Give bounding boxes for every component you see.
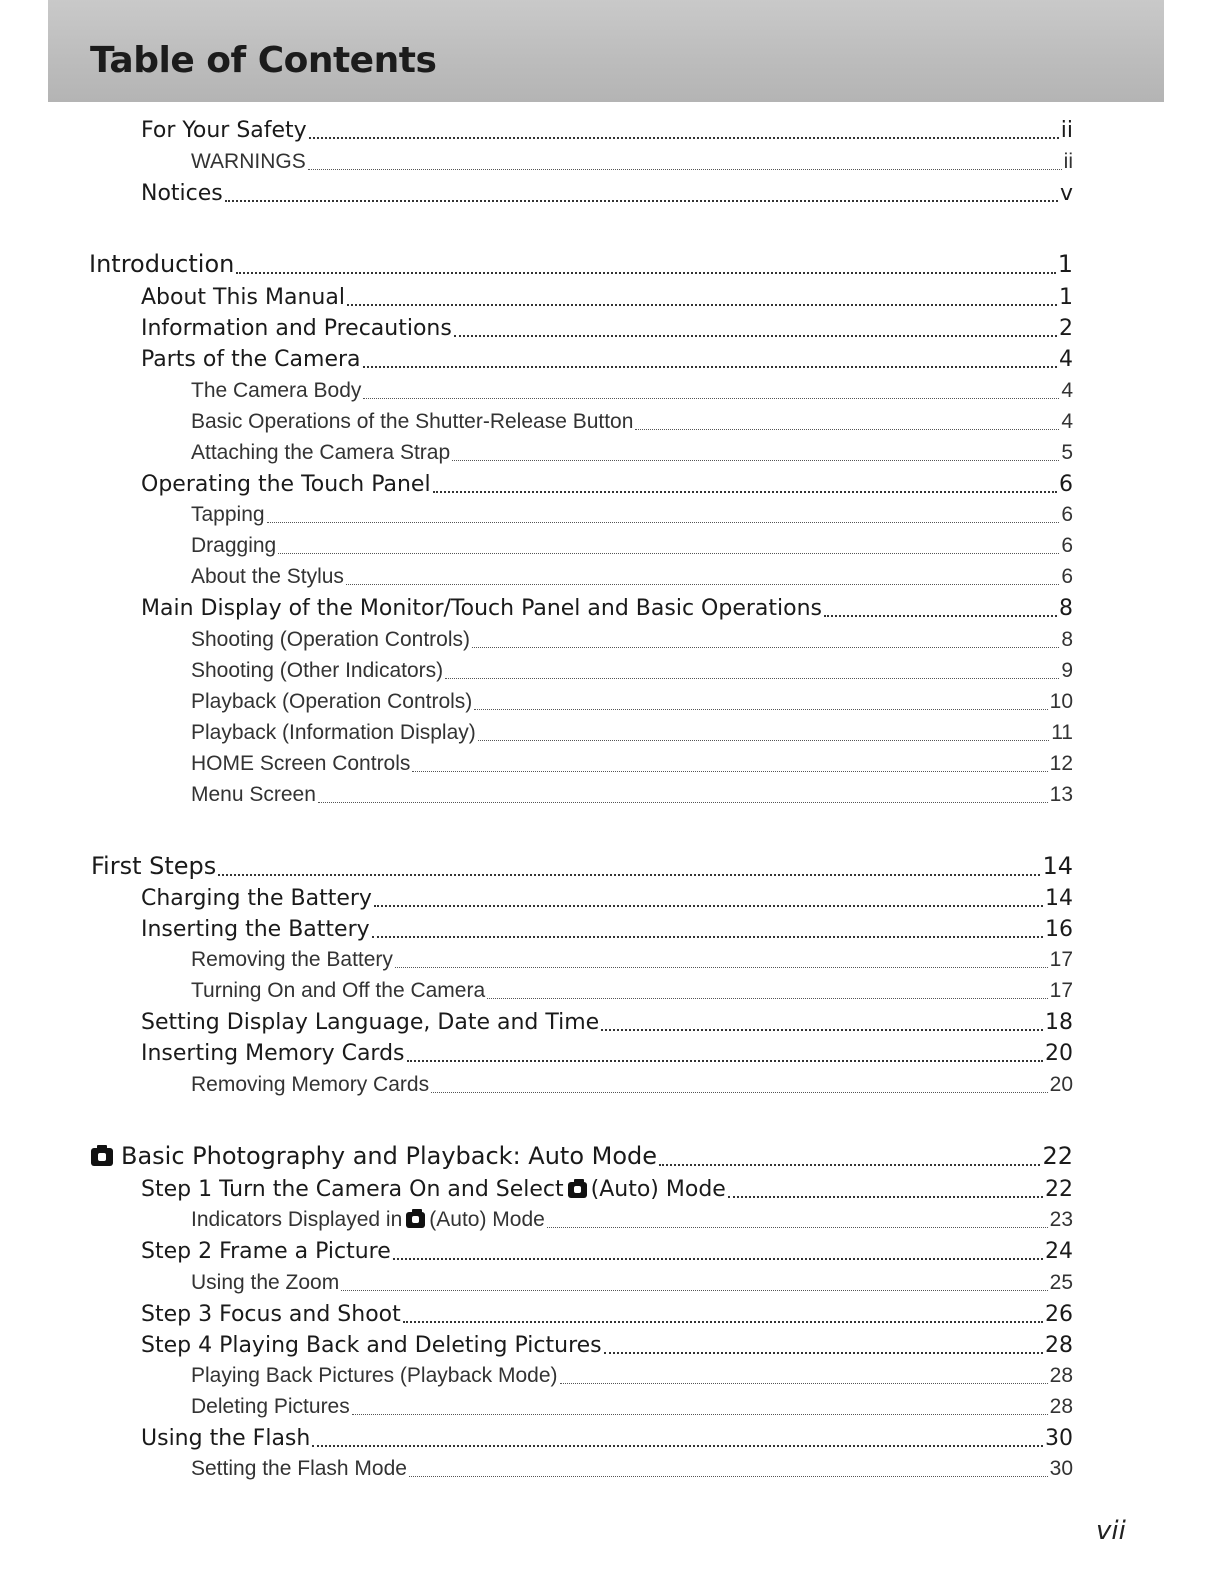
toc-section-title: First Steps: [91, 852, 217, 880]
toc-entry-title: Parts of the Camera: [141, 347, 361, 372]
toc-entry-page: 17: [1049, 979, 1073, 1002]
toc-entry-title: Charging the Battery: [141, 886, 372, 911]
toc-entry[interactable]: [191, 1457, 1073, 1481]
toc-entry-page: 12: [1049, 752, 1073, 775]
leader-dots: [312, 1445, 1043, 1447]
toc-entry[interactable]: [141, 596, 1073, 621]
toc-entry-title: Basic Operations of the Shutter-Release Button: [191, 410, 634, 433]
toc-entry[interactable]: [191, 150, 1073, 174]
toc-entry-page: 4: [1061, 379, 1073, 402]
toc-entry-page: 26: [1045, 1302, 1073, 1327]
toc-entry[interactable]: [141, 886, 1073, 911]
toc-entry-title-before: Step 1 Turn the Camera On and Select: [141, 1177, 564, 1202]
toc-entry-title: [191, 1208, 545, 1232]
toc-entry-page: 17: [1049, 948, 1073, 971]
toc-entry[interactable]: [191, 441, 1073, 465]
camera-icon: [568, 1182, 587, 1198]
leader-dots: [412, 771, 1047, 772]
leader-dots: [604, 1352, 1043, 1354]
leader-dots: [560, 1383, 1048, 1384]
toc-entry-title: Dragging: [191, 534, 277, 557]
toc-section-title: Introduction: [89, 250, 235, 278]
leader-dots: [278, 553, 1059, 554]
toc-entry-title: The Camera Body: [191, 379, 362, 402]
toc-entry-page: 20: [1045, 1041, 1073, 1066]
leader-dots: [403, 1321, 1043, 1323]
toc-entry-title: WARNINGS: [191, 150, 306, 173]
toc-entry-title: For Your Safety: [141, 118, 307, 143]
leader-dots: [487, 998, 1047, 999]
toc-entry[interactable]: [191, 752, 1073, 776]
toc-entry[interactable]: [191, 979, 1073, 1003]
toc-entry-page: 14: [1042, 852, 1073, 880]
toc-entry[interactable]: [191, 534, 1073, 558]
toc-entry-page: ii: [1060, 118, 1073, 143]
toc-entry-page: 30: [1045, 1426, 1073, 1451]
toc-entry[interactable]: [141, 118, 1073, 143]
toc-entry-title: Deleting Pictures: [191, 1395, 350, 1418]
toc-entry[interactable]: [191, 948, 1073, 972]
toc-entry[interactable]: [141, 1239, 1073, 1264]
toc-entry[interactable]: [141, 917, 1073, 942]
toc-section[interactable]: [91, 852, 1073, 880]
toc-entry-page: 20: [1049, 1073, 1073, 1096]
toc-entry-page: v: [1059, 181, 1073, 206]
toc-entry-page: 22: [1042, 1142, 1073, 1170]
toc-entry-title: Notices: [141, 181, 223, 206]
leader-dots: [407, 1060, 1043, 1062]
toc-entry-page: 16: [1045, 917, 1073, 942]
leader-dots: [472, 647, 1059, 648]
toc-entry[interactable]: [191, 659, 1073, 683]
toc-entry-title: HOME Screen Controls: [191, 752, 411, 775]
toc-entry-page: 23: [1049, 1208, 1073, 1231]
toc-entry-title: About This Manual: [141, 285, 345, 310]
leader-dots: [225, 200, 1058, 202]
toc-entry-title: Main Display of the Monitor/Touch Panel and Basic Operations: [141, 596, 822, 621]
toc-entry-title: Removing the Battery: [191, 948, 393, 971]
toc-entry[interactable]: [191, 1364, 1073, 1388]
toc-entry-title: Menu Screen: [191, 783, 316, 806]
toc-entry-page: 8: [1059, 596, 1073, 621]
toc-entry-title: Setting Display Language, Date and Time: [141, 1010, 600, 1035]
leader-dots: [218, 874, 1040, 876]
leader-dots: [346, 584, 1059, 585]
leader-dots: [309, 137, 1059, 139]
leader-dots: [728, 1196, 1043, 1198]
leader-dots: [478, 740, 1049, 741]
toc-entry[interactable]: [141, 347, 1073, 372]
toc-entry-title: Step 3 Focus and Shoot: [141, 1302, 401, 1327]
toc-entry-page: 10: [1049, 690, 1073, 713]
camera-icon: [406, 1212, 425, 1228]
toc-entry-page: 4: [1059, 347, 1073, 372]
leader-dots: [659, 1164, 1040, 1166]
leader-dots: [601, 1029, 1043, 1031]
toc-entry-page: 11: [1051, 721, 1073, 744]
page-number: vii: [1096, 1516, 1126, 1546]
toc-entry-page: 8: [1061, 628, 1073, 651]
camera-icon: [91, 1148, 113, 1166]
toc-entry-page: ii: [1063, 150, 1073, 173]
leader-dots: [547, 1227, 1048, 1228]
toc-entry[interactable]: [141, 1426, 1073, 1451]
toc-entry-title: Tapping: [191, 503, 265, 526]
toc-entry[interactable]: [141, 316, 1073, 341]
leader-dots: [374, 905, 1043, 907]
toc-entry[interactable]: [191, 628, 1073, 652]
toc-entry[interactable]: [191, 1271, 1073, 1295]
toc-entry-title: Playback (Operation Controls): [191, 690, 473, 713]
leader-dots: [445, 678, 1059, 679]
toc-entry-page: 22: [1045, 1177, 1073, 1202]
toc-entry-page: 2: [1059, 316, 1073, 341]
toc-entry-page: 9: [1061, 659, 1073, 682]
toc-section[interactable]: [91, 1142, 1073, 1170]
toc-entry-page: 13: [1049, 783, 1073, 806]
toc-entry-title: Operating the Touch Panel: [141, 472, 431, 497]
toc-entry-title: Step 4 Playing Back and Deleting Pictures: [141, 1333, 602, 1358]
leader-dots: [824, 615, 1057, 617]
toc-entry-title-after: (Auto) Mode: [590, 1177, 726, 1202]
leader-dots: [452, 460, 1059, 461]
toc-entry[interactable]: [191, 721, 1073, 745]
toc-entry-page: 28: [1049, 1364, 1073, 1387]
toc-entry-title: Turning On and Off the Camera: [191, 979, 486, 1002]
toc-entry-page: 25: [1049, 1271, 1073, 1294]
leader-dots: [318, 802, 1048, 803]
toc-entry-page: 18: [1045, 1010, 1073, 1035]
toc-entry-page: 1: [1057, 250, 1073, 278]
toc-entry-title: Removing Memory Cards: [191, 1073, 430, 1096]
toc-entry-title: Inserting Memory Cards: [141, 1041, 405, 1066]
leader-dots: [454, 335, 1057, 337]
toc-entry[interactable]: [141, 285, 1073, 310]
toc-entry-page: 6: [1061, 565, 1073, 588]
leader-dots: [372, 936, 1043, 938]
toc-entry-page: 5: [1061, 441, 1073, 464]
toc-entry-page: 30: [1049, 1457, 1073, 1480]
toc-entry[interactable]: [141, 472, 1073, 497]
toc-entry[interactable]: [191, 1073, 1073, 1097]
toc-entry-page: 1: [1059, 285, 1073, 310]
toc-entry[interactable]: [191, 690, 1073, 714]
toc-entry[interactable]: [191, 410, 1073, 434]
toc-entry-page: 14: [1045, 886, 1073, 911]
toc-section-title: [91, 1142, 657, 1170]
leader-dots: [393, 1258, 1043, 1260]
leader-dots: [347, 304, 1057, 306]
toc-section[interactable]: [89, 250, 1073, 278]
leader-dots: [308, 169, 1062, 170]
toc-entry[interactable]: [191, 379, 1073, 403]
toc-entry-title: Setting the Flash Mode: [191, 1457, 407, 1480]
toc-entry-page: 28: [1045, 1333, 1073, 1358]
leader-dots: [431, 1092, 1048, 1093]
leader-dots: [363, 398, 1059, 399]
toc-entry[interactable]: [141, 181, 1073, 206]
leader-dots: [635, 429, 1059, 430]
toc-entry-title: Attaching the Camera Strap: [191, 441, 451, 464]
toc-entry[interactable]: [141, 1041, 1073, 1066]
toc-section-label: Basic Photography and Playback: Auto Mode: [121, 1142, 658, 1170]
leader-dots: [341, 1290, 1047, 1291]
toc-entry-page: 6: [1061, 503, 1073, 526]
toc-entry[interactable]: [141, 1302, 1073, 1327]
toc-entry-page: 24: [1045, 1239, 1073, 1264]
toc-entry-title-after: (Auto) Mode: [429, 1208, 545, 1231]
toc-entry-page: 6: [1059, 472, 1073, 497]
toc-entry-page: 6: [1061, 534, 1073, 557]
toc-entry-title: [141, 1177, 726, 1202]
toc-entry[interactable]: [191, 503, 1073, 527]
toc-entry-page: 4: [1061, 410, 1073, 433]
leader-dots: [363, 366, 1057, 368]
toc-entry-title: Inserting the Battery: [141, 917, 370, 942]
toc-entry-title: Shooting (Other Indicators): [191, 659, 444, 682]
toc-entry-title-before: Indicators Displayed in: [191, 1208, 403, 1231]
leader-dots: [409, 1476, 1048, 1477]
toc-entry[interactable]: [191, 1208, 1073, 1232]
toc-entry-title: Shooting (Operation Controls): [191, 628, 470, 651]
toc-entry-title: Using the Zoom: [191, 1271, 340, 1294]
leader-dots: [236, 272, 1055, 274]
toc-entry-page: 28: [1049, 1395, 1073, 1418]
toc-entry-title: Playback (Information Display): [191, 721, 476, 744]
toc-entry[interactable]: [191, 1395, 1073, 1419]
toc-entry[interactable]: [141, 1333, 1073, 1358]
page-title: Table of Contents: [90, 40, 437, 81]
toc-entry-title: Playing Back Pictures (Playback Mode): [191, 1364, 558, 1387]
leader-dots: [352, 1414, 1048, 1415]
leader-dots: [433, 491, 1057, 493]
toc-entry-title: Using the Flash: [141, 1426, 311, 1451]
toc-entry[interactable]: [141, 1010, 1073, 1035]
toc-entry-title: About the Stylus: [191, 565, 344, 588]
leader-dots: [474, 709, 1047, 710]
toc-entry-title: Information and Precautions: [141, 316, 452, 341]
toc-entry[interactable]: [191, 565, 1073, 589]
toc-entry[interactable]: [191, 783, 1073, 807]
toc-entry-title: Step 2 Frame a Picture: [141, 1239, 391, 1264]
toc-entry[interactable]: [141, 1177, 1073, 1202]
leader-dots: [267, 522, 1060, 523]
leader-dots: [395, 967, 1048, 968]
